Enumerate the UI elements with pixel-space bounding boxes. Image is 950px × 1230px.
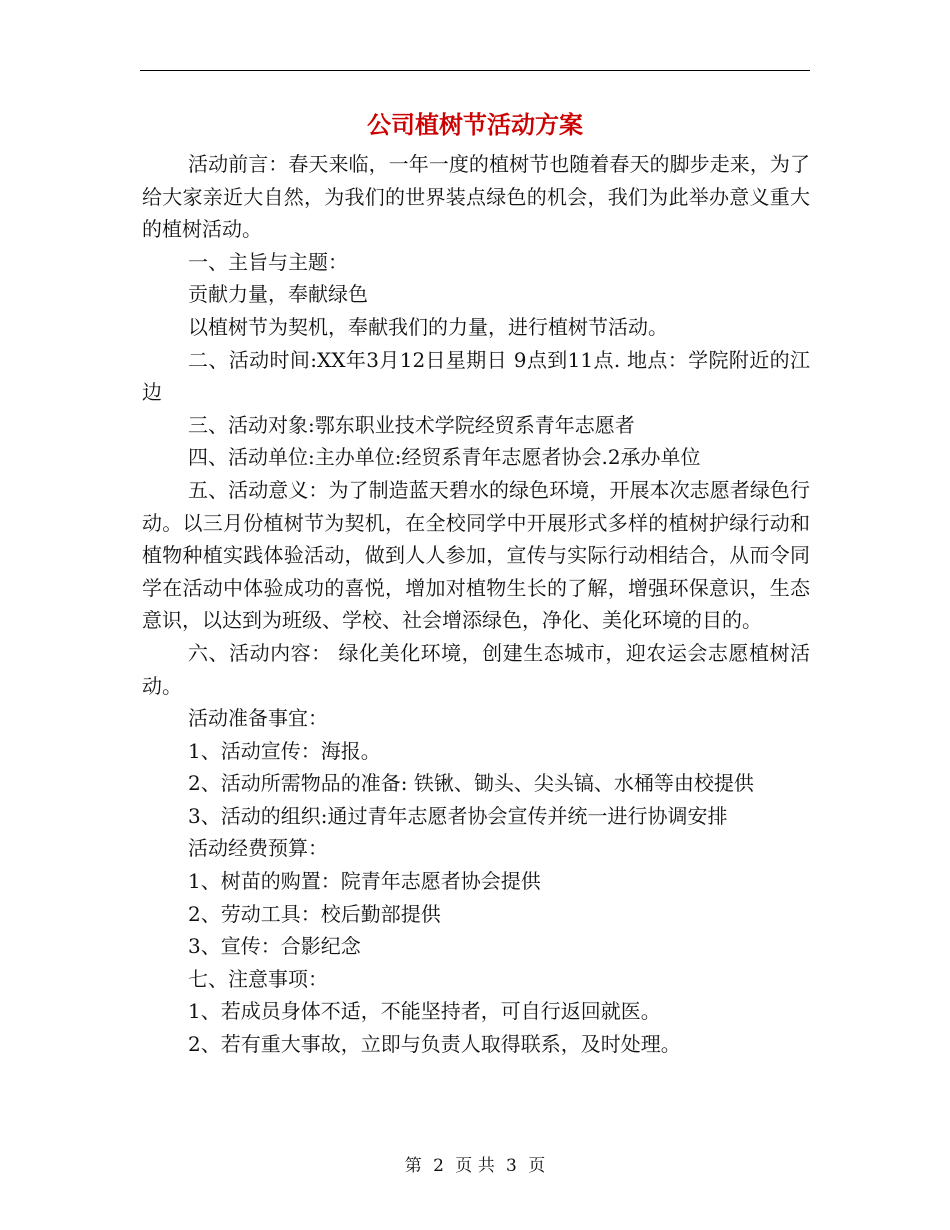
paragraph-significance: 五、活动意义：为了制造蓝天碧水的绿色环境，开展本次志愿者绿色行动。以三月份植树节为契机，在全校同学中开展形式多样的植树护绿行动和植物种植实践体验活动，做到人人参加，宣传与实际行动相结合，从而令同学在活动中体验成功的喜悦，增加对植物生长的了解，增强环保意识，生态意识，以达到为班级、学校、社会增添绿色，净化、美化环境的目的。 (142, 477, 810, 633)
list-item-photo: 3、宣传：合影纪念 (188, 934, 361, 959)
page-current: 2 (433, 1156, 444, 1176)
page-mid: 页 共 (455, 1156, 495, 1176)
page-suffix: 页 (528, 1156, 546, 1176)
paragraph-motivation: 以植树节为契机，奉献我们的力量，进行植树节活动。 (188, 314, 668, 339)
list-item-health: 1、若成员身体不适，不能坚持者，可自行返回就医。 (188, 999, 661, 1024)
heading-budget: 活动经费预算： (188, 836, 328, 861)
list-item-tools: 2、劳动工具：校后勤部提供 (188, 901, 441, 926)
heading-precautions: 七、注意事项： (188, 966, 328, 991)
paragraph-organizers: 四、活动单位:主办单位:经贸系青年志愿者协会.2承办单位 (188, 445, 701, 470)
document-title: 公司植树节活动方案 (367, 111, 583, 139)
list-item-organization: 3、活动的组织:通过青年志愿者协会宣传并统一进行协调安排 (188, 803, 728, 828)
paragraph-preface: 活动前言：春天来临，一年一度的植树节也随着春天的脚步走来，为了给大家亲近大自然，为我们的世界装点绿色的机会，我们为此举办意义重大的植树活动。 (142, 152, 810, 242)
list-item-accident: 2、若有重大事故，立即与负责人取得联系，及时处理。 (188, 1032, 681, 1057)
paragraph-participants: 三、活动对象:鄂东职业技术学院经贸系青年志愿者 (188, 412, 635, 437)
page-prefix: 第 (404, 1156, 422, 1176)
header-rule (140, 70, 810, 71)
list-item-publicity: 1、活动宣传：海报。 (188, 738, 381, 763)
page-number-footer (0, 1155, 950, 1177)
paragraph-time-location: 二、活动时间:XX年3月12日星期日 9点到11点. 地点：学院附近的江边 (142, 347, 810, 405)
document-body (142, 148, 810, 1061)
heading-purpose-theme: 一、主旨与主题： (188, 249, 348, 274)
paragraph-slogan: 贡献力量，奉献绿色 (188, 282, 368, 307)
list-item-supplies: 2、活动所需物品的准备: 铁锹、锄头、尖头镐、水桶等由校提供 (188, 771, 754, 796)
heading-preparation: 活动准备事宜： (188, 706, 328, 731)
list-item-saplings: 1、树苗的购置：院青年志愿者协会提供 (188, 869, 541, 894)
paragraph-content: 六、活动内容： 绿化美化环境，创建生态城市，迎农运会志愿植树活动。 (142, 640, 810, 698)
page-total: 3 (506, 1156, 517, 1176)
